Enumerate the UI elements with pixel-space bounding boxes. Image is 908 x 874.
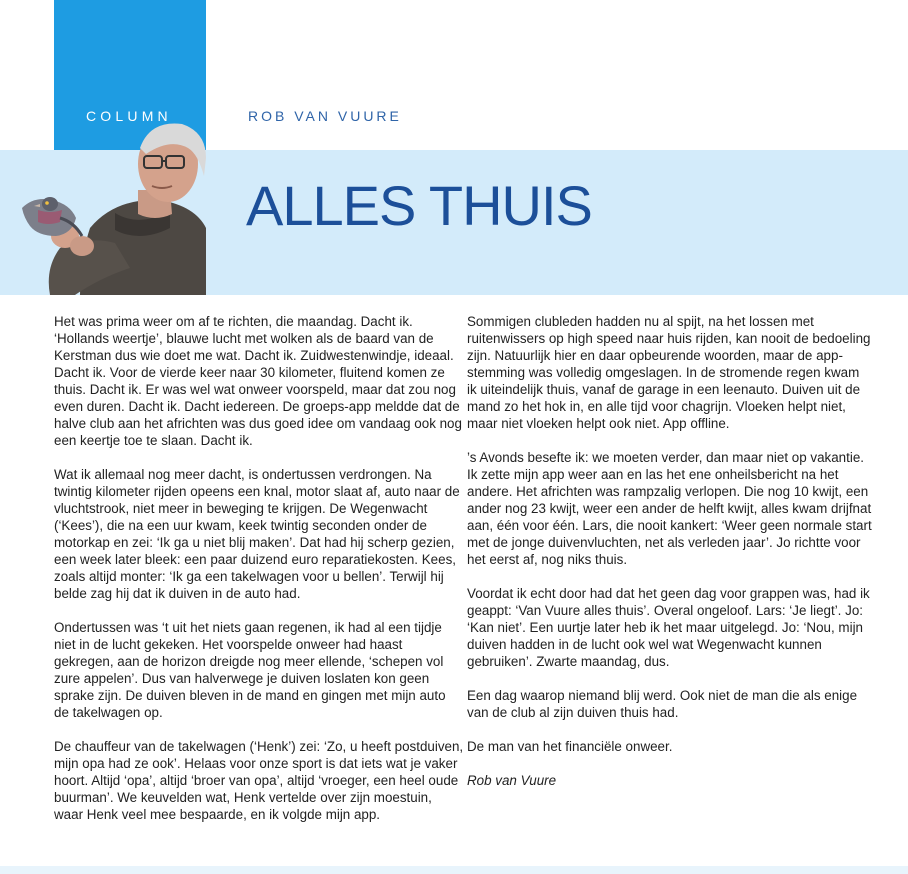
footer-band <box>0 866 908 874</box>
article-paragraph: Ondertussen was ‘t uit het niets gaan regenen, ik had al een tijdje niet in de lucht gekeken. Het voorspelde onweer had haast gekregen, aan de horizon dreigde nog meer ellende, ‘schepen vol zure appelen’. Dus van halverwege je duiven loslaten kon geen sprake zijn. De duiven bleven in de mand en gingen met mijn auto de takelwagen op. <box>54 620 446 720</box>
author-label: ROB VAN VUURE <box>248 108 402 124</box>
author-signature: Rob van Vuure <box>467 773 557 788</box>
article-paragraph: ’s Avonds besefte ik: we moeten verder, dan maar niet op vakantie. Ik zette mijn app weer aan en las het ene onheilsbericht na het andere. Het africhten was rampzalig verlopen. Die nog 10 kwijt, een ander nog 23 kwijt, weer een ander de helft kwijt, alles kwam drijfnat aan, één voor één. Lars, die nooit kankert: ‘Weer geen normale start met de jonge duivenvluchten, net als verleden jaar’. Jo richtte voor het eerst af, nog niks thuis. <box>467 450 872 567</box>
article-paragraph: Voordat ik echt door had dat het geen dag voor grappen was, had ik geappt: ‘Van Vuure alles thuis’. Overal ongeloof. Lars: ‘Je liegt’. Jo: ‘Kan niet’. Een uurtje later heb ik het maar uitgelegd. Jo: ‘Nou, mijn duiven hadden in de lucht ook wel wat Wegenwacht kunnen gebruiken’. Zwarte maandag, dus. <box>467 586 870 669</box>
article-paragraph: De man van het financiële onweer. <box>467 739 673 754</box>
article-right-column <box>467 313 872 806</box>
section-label: COLUMN <box>86 108 172 124</box>
author-photo <box>20 118 206 295</box>
article-paragraph: Sommigen clubleden hadden nu al spijt, na het lossen met ruitenwissers op high speed naar huis rijden, kan nooit de bedoeling zijn. Natuurlijk hier en daar opbeurende woorden, maar de app-stemming was volledig omgeslagen. In de stromende regen kwam ik uiteindelijk thuis, vanaf de garage in een leenauto. Duiven uit de mand zo het hok in, en alle tijd voor chagrijn. Vloeken helpt niet, maar niet vloeken helpt ook niet. App offline. <box>467 314 871 431</box>
article-paragraph: Wat ik allemaal nog meer dacht, is ondertussen verdrongen. Na twintig kilometer rijden opeens een knal, motor slaat af, auto naar de vluchtstrook, niet meer in beweging te krijgen. De Wegenwacht (‘Kees’), die na een uur kwam, keek twintig seconden onder de motorkap en zei: ‘Ik ga u niet blij maken’. Dat had hij scherp gezien, een week later bleek: een paar duizend euro reparatiekosten. Kees, zoals altijd monter: ‘Ik ga een takelwagen voor u bellen’. Terwijl hij belde zag hij dat ik duiven in de auto had. <box>54 467 460 601</box>
article-paragraph: De chauffeur van de takelwagen (‘Henk’) zei: ‘Zo, u heeft postduiven, mijn opa had ze ook’. Helaas voor onze sport is dat iets wat je vaker hoort. Altijd ‘opa’, altijd ‘broer van opa’, altijd ‘vroeger, een heel oude buurman’. We keuvelden wat, Henk vertelde over zijn moestuin, waar Henk veel mee bespaarde, en ik volgde mijn app. <box>54 739 464 822</box>
article-paragraph: Het was prima weer om af te richten, die maandag. Dacht ik. ‘Hollands weertje’, blauwe lucht met wolken als de baard van de Kerstman dus wie doet me wat. Dacht ik. Zuidwestenwindje, ideaal. Dacht ik. Voor de vierde keer naar 30 kilometer, fluitend komen ze thuis. Dacht ik. Er was wel wat onweer voorspeld, maar dat zou nog even duren. Dacht ik. Dacht iedereen. De groeps-app meldde dat de halve club aan het africhten was dus goed idee om vandaag ook nog een keertje toe te slaan. Dacht ik. <box>54 314 462 448</box>
article-paragraph: Een dag waarop niemand blij werd. Ook niet de man die als enige van de club al zijn duiven thuis had. <box>467 688 858 720</box>
page-title: ALLES THUIS <box>246 174 592 237</box>
article-left-column <box>54 313 464 840</box>
